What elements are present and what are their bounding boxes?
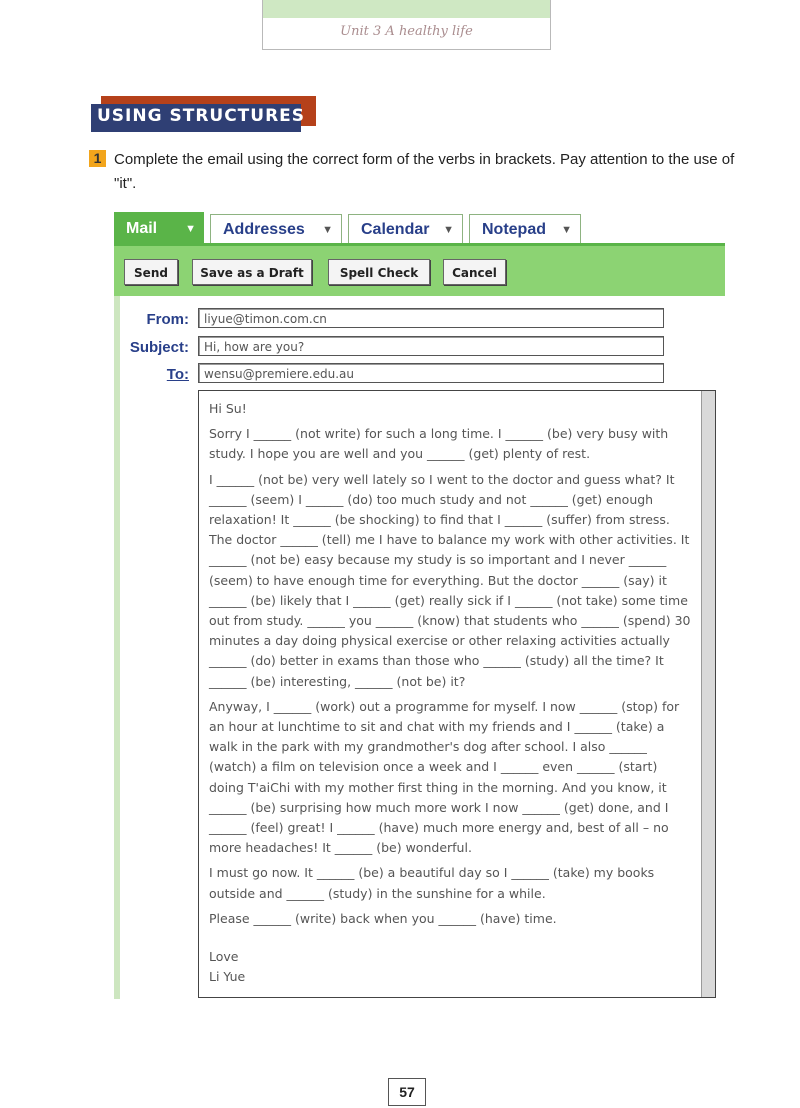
chevron-down-icon[interactable]: ▼	[185, 223, 196, 235]
save-draft-button[interactable]: Save as a Draft	[192, 259, 312, 285]
email-paragraph: Please ______ (write) back when you ______ (have) time.	[209, 910, 557, 926]
tab-addresses-label: Addresses	[223, 221, 305, 238]
spell-check-button[interactable]: Spell Check	[328, 259, 430, 285]
unit-header-box	[262, 0, 551, 50]
chevron-down-icon[interactable]: ▼	[443, 224, 454, 236]
subject-field[interactable]: Hi, how are you?	[198, 336, 664, 356]
chevron-down-icon[interactable]: ▼	[322, 224, 333, 236]
tab-calendar-label: Calendar	[361, 221, 430, 238]
email-paragraph: Sorry I ______ (not write) for such a long time. I ______ (be) very busy with study. I hope you are well and you ______ (get) plenty of rest.	[209, 426, 669, 462]
mail-tab-bar	[114, 212, 725, 246]
cancel-button[interactable]: Cancel	[443, 259, 506, 285]
tab-notepad[interactable]	[469, 214, 581, 244]
section-title: USING STRUCTURES	[97, 106, 306, 126]
send-button[interactable]: Send	[124, 259, 178, 285]
header-image-strip	[263, 0, 550, 18]
tab-notepad-label: Notepad	[482, 221, 546, 238]
from-field[interactable]: liyue@timon.com.cn	[198, 308, 664, 328]
email-body-textarea[interactable]	[198, 390, 716, 998]
email-paragraph: I ______ (not be) very well lately so I went to the doctor and guess what? It ______ (seem) I ______ (do) too much study and not ______ (get) enough relaxation! It ______ (be shocking) to find that I ______ (suffer) from stress. The doctor ______ (tell) me I have to balance my work with other activities. It ______ (not be) easy because my study is so important and I never ______ (seem) to have enough time for everything. But the doctor ______ (say) it ______ (be) likely that I ______ (get) really sick if I ______ (not take) some time out from study. ______ you ______ (know) that students who ______ (spend) 30 minutes a day doing physical exercise or other relaxing activities actually ______ (do) better in exams than those who ______ (study) all the time? It ______ (be) interesting, ______ (not be) it?	[209, 471, 691, 689]
tab-mail-label: Mail	[126, 220, 158, 237]
email-body-text	[209, 399, 691, 987]
to-field[interactable]: wensu@premiere.edu.au	[198, 363, 664, 383]
email-paragraph: Anyway, I ______ (work) out a programme for myself. I now ______ (stop) for an hour at lunchtime to sit and chat with my friends and I ______ (take) a walk in the park with my grandmother's dog after school. I also ______ (watch) a film on television once a week and I ______ even ______ (start) doing T'aiChi with my mother first thing in the morning. And you know, it ______ (be) surprising how much more work I now ______ (get) done, and I ______ (feel) great! I ______ (have) much more energy and, best of all – no more headaches! It ______ (be) wonderful.	[209, 698, 680, 856]
tab-mail[interactable]	[114, 212, 204, 246]
email-closing: Love	[209, 949, 239, 965]
exercise-number: 1	[89, 150, 106, 167]
tab-addresses[interactable]	[210, 214, 342, 244]
tab-calendar[interactable]	[348, 214, 463, 244]
from-label: From:	[146, 311, 189, 328]
vertical-scrollbar[interactable]	[701, 391, 715, 997]
subject-label: Subject:	[129, 339, 189, 356]
to-link[interactable]: To:	[166, 366, 189, 383]
email-signature: Li Yue	[209, 969, 246, 985]
chevron-down-icon[interactable]: ▼	[561, 224, 572, 236]
email-greeting: Hi Su!	[209, 401, 247, 416]
mail-toolbar	[114, 246, 725, 296]
email-paragraph: I must go now. It ______ (be) a beautiful day so I ______ (take) my books outside and ______ (study) in the sunshine for a while.	[209, 865, 655, 901]
unit-caption: Unit 3 A healthy life	[340, 24, 473, 39]
window-left-rail	[114, 296, 120, 999]
exercise-instruction: Complete the email using the correct form of the verbs in brackets. Pay attention to the use of "it".	[114, 151, 735, 192]
section-banner	[91, 96, 316, 132]
page-number: 57	[388, 1078, 426, 1106]
